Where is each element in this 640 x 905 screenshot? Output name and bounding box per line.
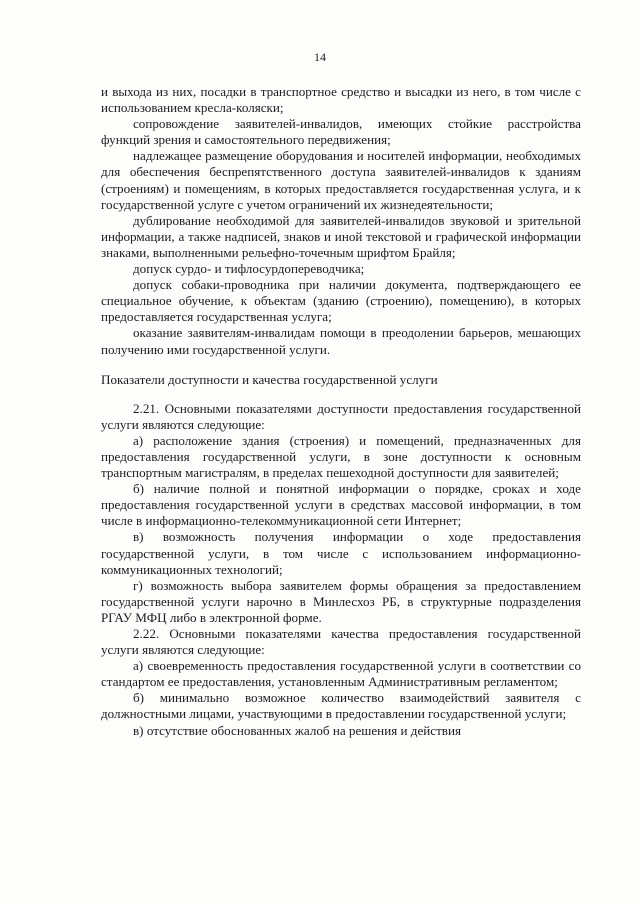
paragraph: надлежащее размещение оборудования и носителей информации, необходимых для обеспечения беспрепятственного доступа заявителей-инвалидов к зданиям (строениям) и помещениям, в которых предоставляется государственная услуга, и к государственной услуге с учетом ограничений их жизнедеятельности; (101, 148, 581, 212)
paragraph: б) минимально возможное количество взаимодействий заявителя с должностными лицами, участвующими в предоставлении государственной услуги; (101, 690, 581, 722)
paragraph: б) наличие полной и понятной информации о порядке, сроках и ходе предоставления государственной услуги в средствах массовой информации, в том числе в информационно-телекоммуникационной сети Интернет; (101, 481, 581, 529)
paragraph: а) расположение здания (строения) и помещений, предназначенных для предоставления государственной услуги, в зоне доступности к основным транспортным магистралям, в пределах пешеходной доступности для заявителей; (101, 432, 581, 481)
section-heading: Показатели доступности и качества государственной услуги (101, 371, 438, 387)
paragraph: а) своевременность предоставления государственной услуги в соответствии со стандартом ее предоставления, установленным Административным регламентом; (101, 658, 581, 690)
page-number: 14 (314, 50, 326, 64)
paragraph: допуск собаки-проводника при наличии документа, подтверждающего ее специальное обучение, к объектам (зданию (строению), помещению), в которых предоставляется государственная услуга; (101, 277, 581, 325)
paragraph: г) возможность выбора заявителем формы обращения за предоставлением государственной услуги нарочно в Минлесхоз РБ, в структурные подразделения РГАУ МФЦ либо в электронной форме. (101, 577, 581, 625)
paragraph: 2.21. Основными показателями доступности предоставления государственной услуги являются следующие: (101, 400, 581, 432)
paragraph: дублирование необходимой для заявителей-инвалидов звуковой и зрительной информации, а также надписей, знаков и иной текстовой и графической информации знаками, выполненными рельефно-точечным шрифтом Брайля; (101, 212, 581, 260)
paragraph: в) отсутствие обоснованных жалоб на решения и действия (133, 722, 462, 738)
paragraph: оказание заявителям-инвалидам помощи в преодолении барьеров, мешающих получению ими государственной услуги. (101, 325, 581, 357)
paragraph: и выхода из них, посадки в транспортное средство и высадки из него, в том числе с использованием кресла-коляски; (101, 84, 581, 116)
paragraph: в) возможность получения информации о ходе предоставления государственной услуги, в том числе с использованием информационно-коммуникационных технологий; (101, 529, 581, 577)
paragraph: допуск сурдо- и тифлосурдопереводчика; (133, 261, 365, 277)
paragraph: 2.22. Основными показателями качества предоставления государственной услуги являются следующие: (101, 626, 581, 658)
paragraph: сопровождение заявителей-инвалидов, имеющих стойкие расстройства функций зрения и самостоятельного передвижения; (101, 116, 581, 148)
document-body (101, 84, 581, 739)
